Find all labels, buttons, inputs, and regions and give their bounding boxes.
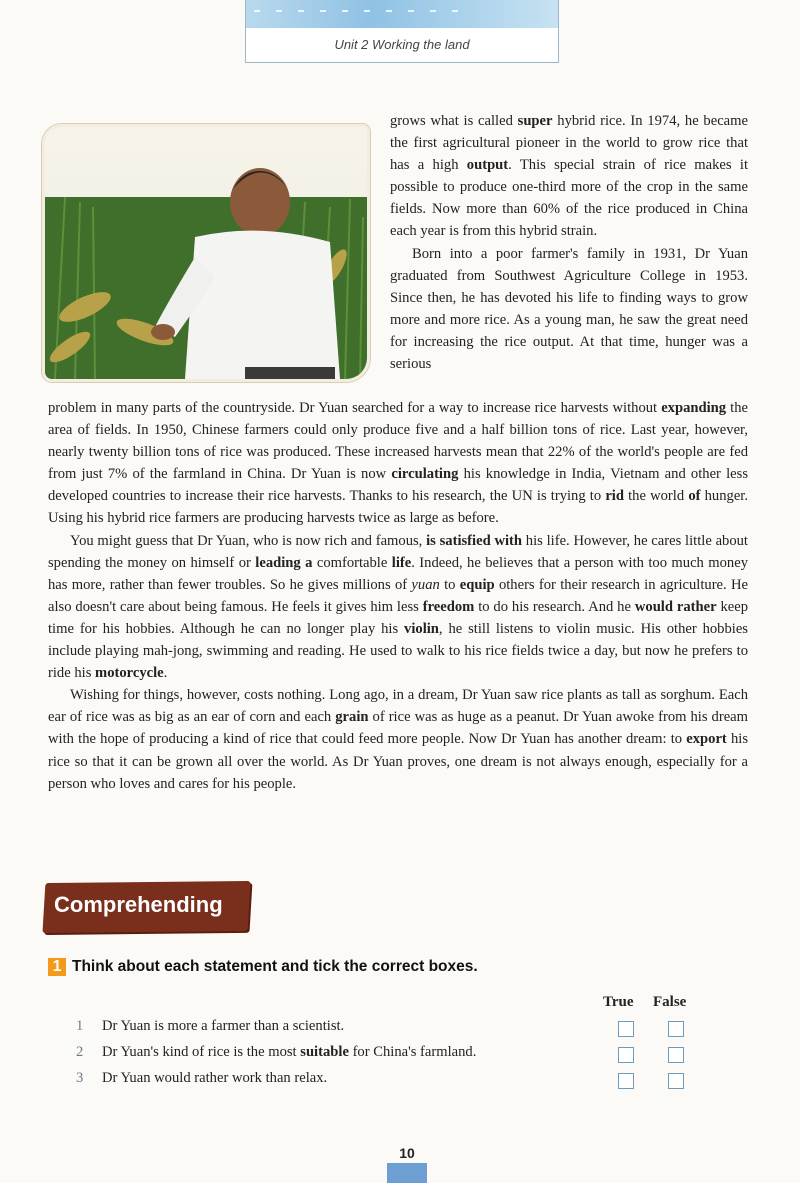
statement-text bbox=[102, 1018, 344, 1034]
text-run: You might guess that Dr Yuan, who is now rich and famous, bbox=[70, 532, 427, 549]
bold-vocab-word: grain bbox=[335, 709, 369, 726]
bold-vocab-word: freedom bbox=[422, 598, 475, 615]
paragraph-4 bbox=[48, 684, 748, 794]
text-run: hunger. Using his hybrid rice farmers are producing harvests twice as large as before. bbox=[48, 488, 749, 527]
task-number: 1 bbox=[48, 958, 66, 976]
text-run: to bbox=[439, 576, 460, 593]
statement-number: 2 bbox=[76, 1044, 84, 1060]
bold-vocab-word: would rather bbox=[634, 598, 717, 615]
article-full-width bbox=[48, 397, 748, 795]
text-run: yuan bbox=[411, 576, 440, 593]
sky-decoration bbox=[246, 0, 558, 28]
text-run: keep time for his hobbies. Although he can no longer play his bbox=[48, 598, 749, 637]
true-checkbox[interactable] bbox=[618, 1047, 634, 1063]
text-run: . This special strain of rice makes it possible to produce one-third more of the crop in the same fields. Now more than 60% of the rice produced in China each year is from this hybrid strain. bbox=[390, 157, 748, 240]
text-run: comfortable bbox=[312, 554, 392, 571]
bold-vocab-word: super bbox=[517, 113, 553, 129]
text-run: the world bbox=[623, 488, 689, 505]
true-checkbox[interactable] bbox=[618, 1021, 634, 1037]
text-run: . Indeed, he believes that a person with too much money has more, rather than fewer troubles. So he gives millions of bbox=[48, 554, 748, 593]
true-column-header: True bbox=[603, 994, 634, 1010]
text-run: Dr Yuan's kind of rice is the most bbox=[102, 1044, 301, 1060]
bold-vocab-word: leading a bbox=[255, 554, 313, 571]
text-run: , he still listens to violin music. His other hobbies include playing mah-jong, swimming and reading. He used to walk to his rice fields twice a day, but now he prefers to ride his bbox=[48, 620, 748, 682]
statement-row bbox=[76, 1018, 344, 1040]
text-run: his life. However, he cares little about spending the money on himself or bbox=[48, 532, 748, 571]
statement-text bbox=[102, 1070, 327, 1086]
text-run: Dr Yuan would rather work than relax. bbox=[102, 1070, 328, 1086]
page-number bbox=[387, 1143, 427, 1183]
bold-vocab-word: motorcycle bbox=[95, 665, 164, 682]
text-run: Wishing for things, however, costs nothing. Long ago, in a dream, Dr Yuan saw rice plants as tall as sorghum. Each ear of rice was as big as an ear of corn and each bbox=[48, 687, 748, 726]
task-text: Think about each statement and tick the correct boxes. bbox=[72, 958, 478, 975]
text-run: to do his research. And he bbox=[474, 598, 635, 615]
farmer-photo bbox=[42, 124, 370, 382]
unit-title: Unit 2 Working the land bbox=[334, 37, 470, 52]
bold-vocab-word: is satisfied with bbox=[426, 532, 523, 549]
bold-vocab-word: output bbox=[466, 157, 509, 174]
bold-vocab-word: violin bbox=[404, 620, 439, 637]
false-checkbox[interactable] bbox=[668, 1073, 684, 1089]
section-title: Comprehending bbox=[54, 892, 223, 917]
bold-vocab-word: equip bbox=[459, 576, 495, 593]
text-run: others for their research in agriculture. He also doesn't care about being famous. He feels it gives him less bbox=[48, 576, 748, 615]
false-checkbox[interactable] bbox=[668, 1021, 684, 1037]
bold-vocab-word: rid bbox=[605, 488, 624, 505]
statement-row bbox=[76, 1070, 327, 1092]
bold-vocab-word: of bbox=[688, 488, 701, 505]
page-number-text: 10 bbox=[399, 1145, 415, 1161]
text-run: for China's farmland. bbox=[348, 1044, 477, 1060]
text-run: of rice was as huge as a peanut. Dr Yuan awoke from his dream with the hope of producing a kind of rice that could feed more people. Now Dr Yuan has another dream: to bbox=[48, 709, 749, 748]
page-tab-decoration bbox=[387, 1163, 427, 1183]
bold-vocab-word: suitable bbox=[300, 1044, 349, 1060]
false-checkbox[interactable] bbox=[668, 1047, 684, 1063]
unit-header bbox=[245, 0, 559, 63]
text-run: his knowledge in India, Vietnam and other less developed countries to increase their rice harvests. Thanks to his research, the UN is trying to bbox=[48, 466, 748, 505]
section-banner bbox=[44, 882, 249, 932]
text-run: hybrid rice. In 1974, he became the first agricultural pioneer in the world to grow rice that has a high bbox=[390, 113, 748, 174]
statement-row bbox=[76, 1044, 476, 1066]
text-run: . bbox=[163, 665, 168, 682]
statement-number: 1 bbox=[76, 1018, 84, 1034]
bold-vocab-word: export bbox=[686, 731, 727, 748]
statement-text bbox=[102, 1044, 476, 1060]
false-column-header: False bbox=[653, 994, 687, 1010]
statement-number: 3 bbox=[76, 1070, 84, 1086]
text-run: Dr Yuan is more a farmer than a scientist. bbox=[102, 1018, 345, 1034]
paragraph-2-start: Born into a poor farmer's family in 1931, Dr Yuan graduated from Southwest Agriculture College in 1953. Since then, he has devoted his life to finding ways to grow more and more rice. As a young man, he saw the great need for increasing the rice output. At that time, hunger was a serious bbox=[390, 245, 748, 373]
bold-vocab-word: expanding bbox=[661, 400, 727, 416]
text-run: his rice so that it can be grown all over the world. As Dr Yuan proves, one dream is not always enough, especially for a person who loves and cares for his people. bbox=[48, 731, 749, 792]
text-run: problem in many parts of the countryside. Dr Yuan searched for a way to increase rice harvests without bbox=[48, 400, 662, 416]
bold-vocab-word: circulating bbox=[391, 466, 459, 483]
paragraph-1 bbox=[390, 110, 748, 243]
paragraph-3 bbox=[48, 530, 748, 685]
true-checkbox[interactable] bbox=[618, 1073, 634, 1089]
paragraph-2-continued bbox=[48, 397, 748, 530]
task-instruction bbox=[48, 958, 478, 976]
article-right-column bbox=[390, 110, 748, 375]
bold-vocab-word: life bbox=[391, 554, 412, 571]
text-run: the area of fields. In 1950, Chinese farmers could only produce five and a half billion tons of rice. Last year, however, nearly twenty billion tons of rice was produced. These increased harvests mean that 22% of the world's people are fed from just 7% of the farmland in China. Dr Yuan is now bbox=[48, 400, 748, 483]
text-run: grows what is called bbox=[390, 113, 518, 129]
